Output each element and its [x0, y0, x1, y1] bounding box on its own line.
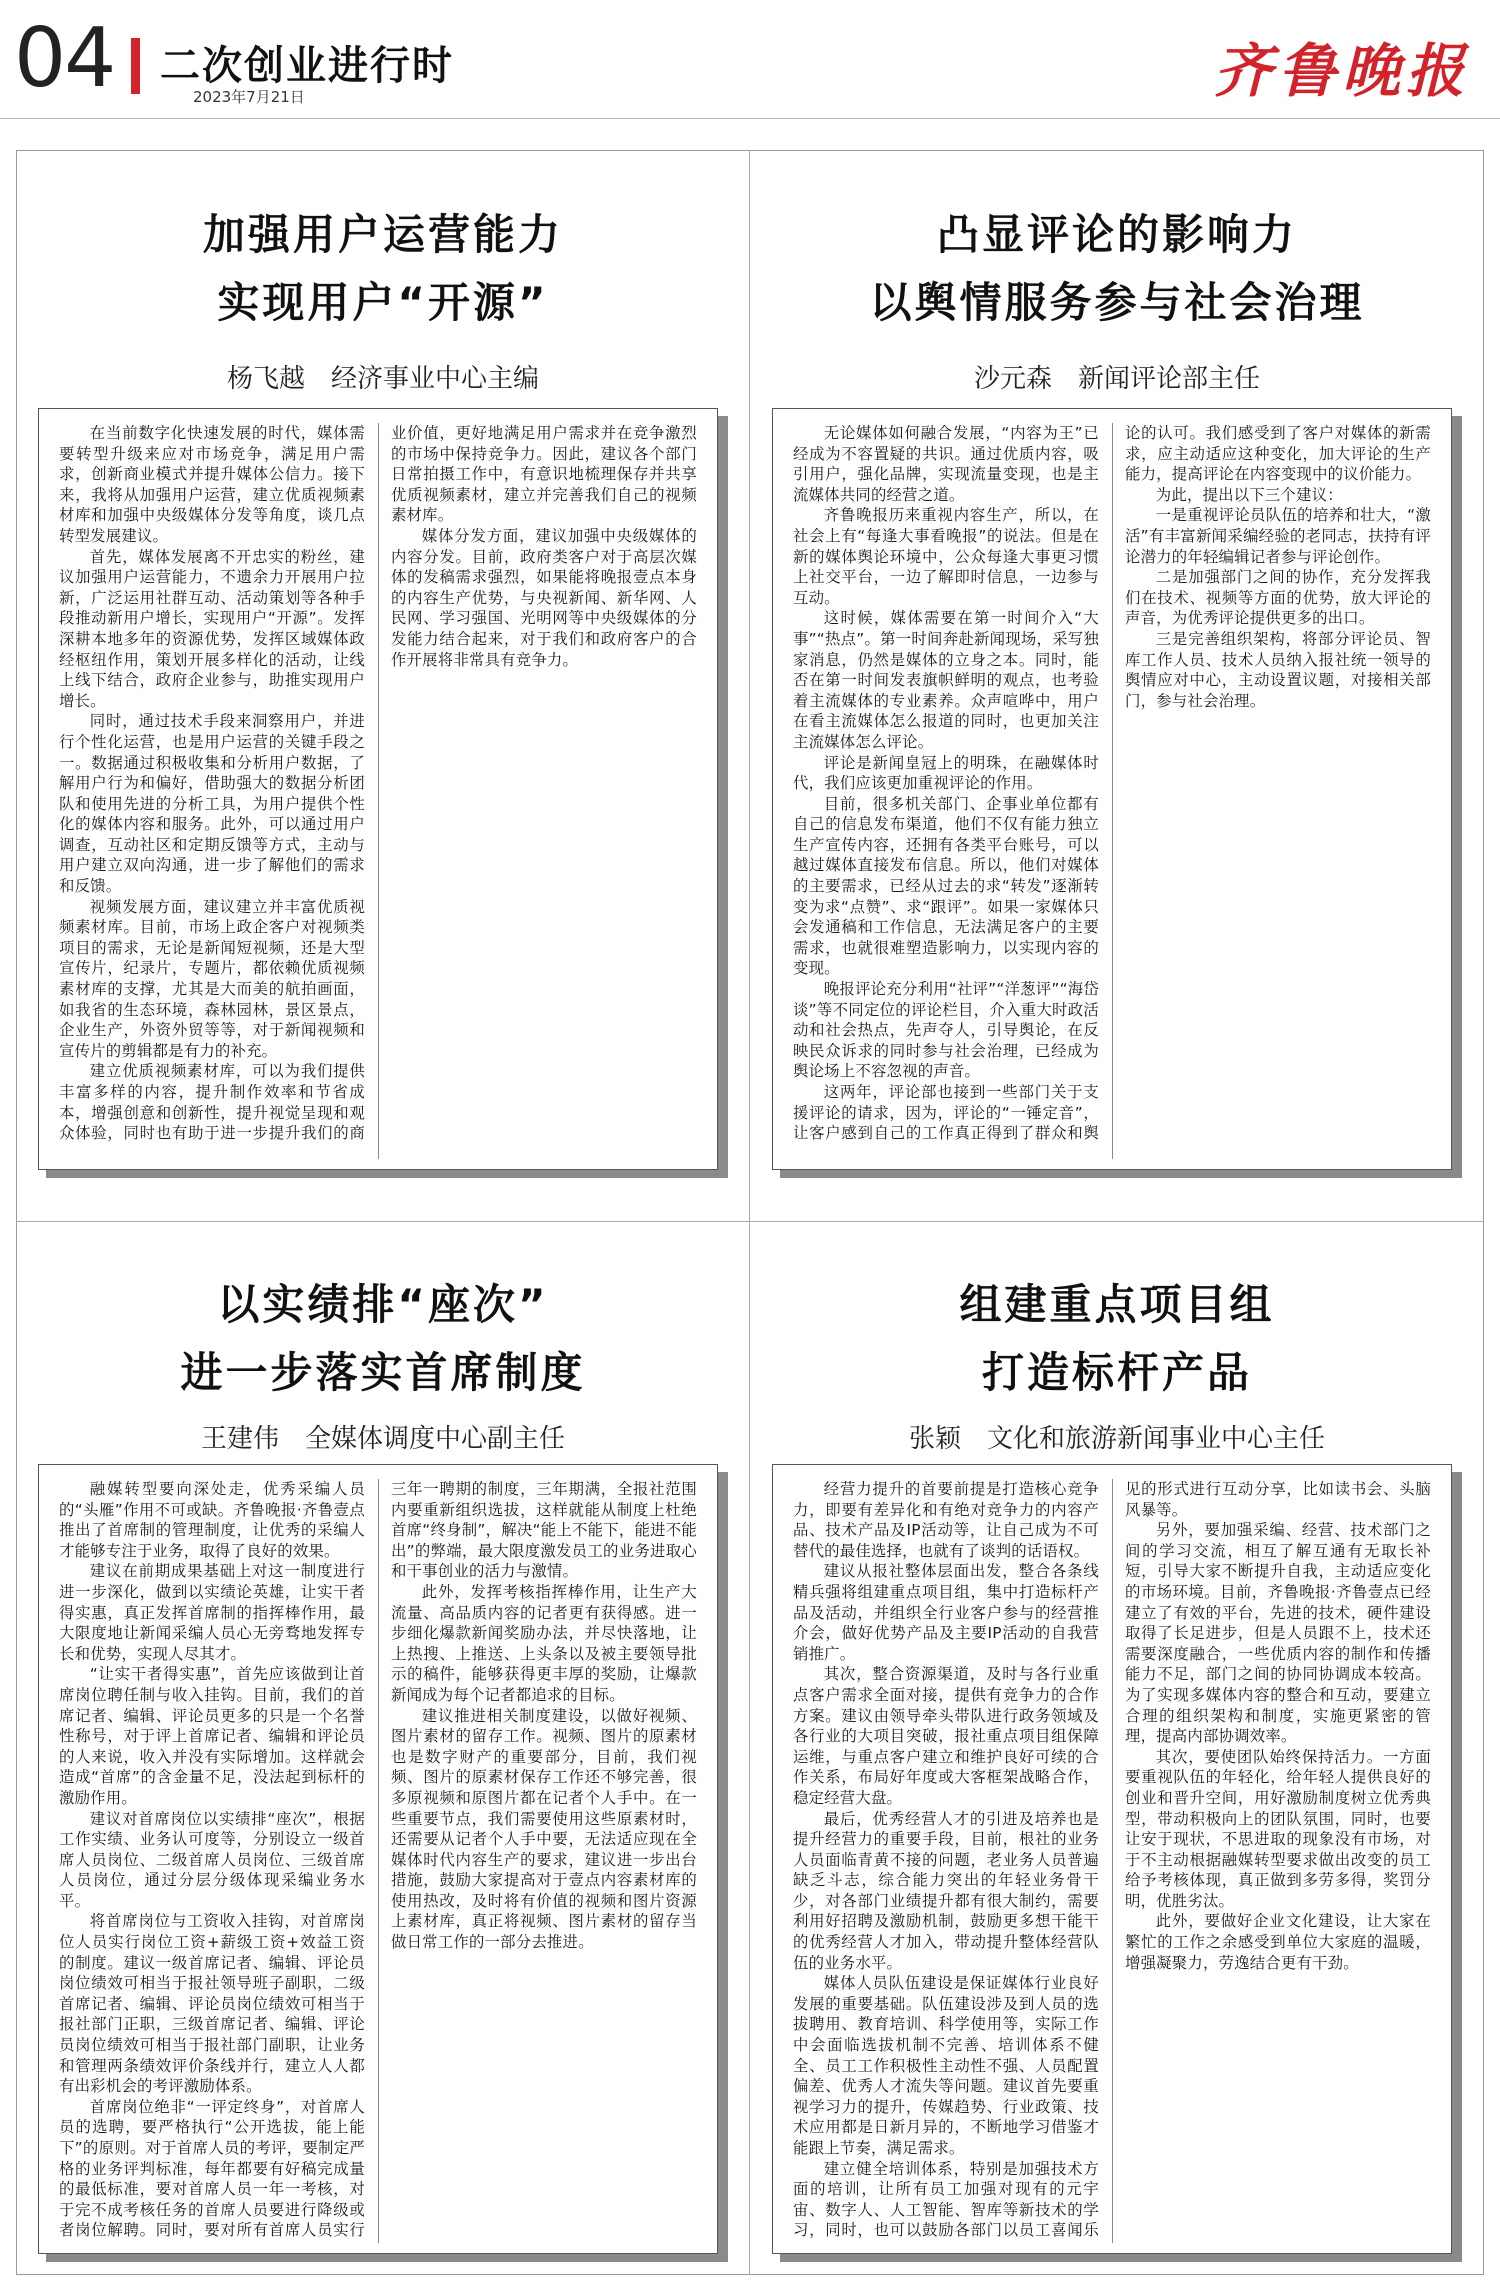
column-divider: [749, 150, 750, 2275]
article-commentary-influence: [762, 150, 1472, 1220]
paragraph: 首席岗位绝非“一评定终身”，对首席人员的选聘，要严格执行“公开选拔，能上能下”的原则。对于首席人员的考评，要制定严格的业务评判标准，每年都要有好稿完成量的最低标准，要对首席人员一年一考核，对于完不成考核任务的首席人员要进行降级或者岗位解聘。同时，要对所有首席人员实行三年一聘期的制度，三年期满，全报社范围内要重新组织选拔，这样就能从制度上杜绝首席“终身制”，解决“能上不能下，能进不能出”的弊端，最大限度激发员工的业务进取心和干事创业的活力与激情。: [59, 1480, 697, 2240]
section-title: 二次创业进行时: [160, 43, 454, 89]
publication-date: 2023年7月21日: [193, 88, 305, 106]
article-chief-system: [28, 1222, 738, 2272]
paragraph: 另外，要加强采编、经营、技术部门之间的学习交流，相互了解互通有无取长补短，引导大家不断提升自我，主动适应变化的市场环境。目前，齐鲁晚报·齐鲁壹点已经建立了有效的平台，先进的技术，硬件建设取得了长足进步，但是人员跟不上，技术还需要深度融合，一些优质内容的制作和传播能力不足，部门之间的协同协调成本较高。为了实现多媒体内容的整合和互动，要建立合理的组织架构和制度，实施更紧密的管理，提高内部协调效率。: [1125, 1521, 1431, 1746]
paragraph: 建议对首席岗位以实绩排“座次”，根据工作实绩、业务认可度等，分别设立一级首席人员岗位、二级首席人员岗位、三级首席人员岗位，通过分层分级体现采编业务水平。: [59, 1809, 365, 1910]
paragraph: 视频发展方面，建议建立并丰富优质视频素材库。目前，市场上政企客户对视频类项目的需求，无论是新闻短视频，还是大型宣传片，纪录片，专题片，都依赖优质视频素材库的支撑，尤其是大而美的航拍画面，如我省的生态环境，森林园林，景区景点，企业生产，外资外贸等等，对于新闻视频和宣传片的剪辑都是有力的补充。: [59, 897, 365, 1060]
paragraph: 建立优质视频素材库，可以为我们提供丰富多样的内容，提升制作效率和节省成本，增强创意和创新性，提升视觉呈现和观众体验，同时也有助于进一步提升我们的商业价值，更好地满足用户需求并在竞争激烈的市场中保持竞争力。因此，建议各个部门日常拍摄工作中，有意识地梳理保存并共享优质视频素材，建立并完善我们自己的视频素材库。: [59, 424, 697, 1143]
paragraph: 媒体人员队伍建设是保证媒体行业良好发展的重要基础。队伍建设涉及到人员的选拔聘用、教育培训、科学使用等，实际工作中会面临选拔机制不完善、培训体系不健全、员工工作积极性主动性不强、人员配置偏差、优秀人才流失等问题。建议首先要重视学习力的提升，传媒趋势、行业政策、技术应用都是日新月异的，不断地学习借鉴才能跟上节奏，满足需求。: [793, 1974, 1099, 2157]
article-author: 王建伟 全媒体调度中心副主任: [200, 1424, 565, 1454]
paragraph: 经营力提升的首要前提是打造核心竞争力，即要有差异化和有绝对竞争力的内容产品、技术产品及IP活动等，让自己成为不可替代的最佳选择，也就有了谈判的话语权。: [793, 1480, 1099, 1560]
article-title-line1: 组建重点项目组: [959, 1280, 1275, 1329]
article-title-line2: 打造标杆产品: [981, 1348, 1252, 1397]
paragraph: “让实干者得实惠”，首先应该做到让首席岗位聘任制与收入挂钩。目前，我们的首席记者、编辑、评论员更多的只是一个名誉性称号，对于评上首席记者、编辑和评论员的人来说，收入并没有实际增加。这样就会造成“首席”的含金量不足，没法起到标杆的激励作用。: [59, 1665, 365, 1807]
paragraph: 融媒转型要向深处走，优秀采编人员的“头雁”作用不可或缺。齐鲁晚报·齐鲁壹点推出了首席制的管理制度，让优秀的采编人才能够专注于业务，取得了良好的效果。: [59, 1480, 365, 1560]
paragraph: 建立健全培训体系，特别是加强技术方面的培训，让所有员工加强对现有的元宇宙、数字人、人工智能、智库等新技术的学习，同时，也可以鼓励各部门以员工喜闻乐见的形式进行互动分享，比如读书会、头脑风暴等。: [793, 1480, 1431, 2240]
paragraph: 在当前数字化快速发展的时代，媒体需要转型升级来应对市场竞争，满足用户需求，创新商业模式并提升媒体公信力。接下来，我将从加强用户运营，建立优质视频素材库和加强中央级媒体分发等角度，谈几点转型发展建议。: [59, 424, 365, 545]
article-body: [793, 1479, 1431, 2243]
paragraph: 这两年，评论部也接到一些部门关于支援评论的请求，因为，评论的“一锤定音”，让客户感到自己的工作真正得到了群众和舆论的认可。我们感受到了客户对媒体的新需求，应主动适应这种变化，加大评论的生产能力，提高评论在内容变现中的议价能力。: [793, 424, 1431, 1143]
paragraph: 这时候，媒体需要在第一时间介入“大事”“热点”。第一时间奔赴新闻现场，采写独家消息，仍然是媒体的立身之本。同时，能否在第一时间发表旗帜鲜明的观点，也考验着主流媒体的专业素养。众声喧哗中，用户在看主流媒体怎么报道的同时，也更加关注主流媒体怎么评论。: [793, 609, 1099, 751]
paragraph: 将首席岗位与工资收入挂钩，对首席岗位人员实行岗位工资+薪级工资+效益工资的制度。建议一级首席记者、编辑、评论员岗位绩效可相当于报社领导班子副职，二级首席记者、编辑、评论员岗位绩效可相当于报社部门正职，三级首席记者、编辑、评论员岗位绩效可相当于报社部门副职，让业务和管理两条绩效评价条线并行，建立人人都有出彩机会的考评激励体系。: [59, 1912, 365, 2096]
paragraph: 建议推进相关制度建设，以做好视频、图片素材的留存工作。视频、图片的原素材也是数字财产的重要部分，目前，我们视频、图片的原素材保存工作还不够完善，很多原视频和原图片都在记者个人手中。在一些重要节点，我们需要使用这些原素材时，还需要从记者个人手中要，无法适应现在全媒体时代内容生产的要求，建议进一步出台措施，鼓励大家提高对于壹点内容素材库的使用热改，及时将有价值的视频和图片资源上素材库，真正将视频、图片素材的留存当做日常工作的一部分去推进。: [391, 1706, 697, 1952]
paragraph: 建议从报社整体层面出发，整合各条线精兵强将组建重点项目组，集中打造标杆产品及活动，并组织全行业客户参与的经营推介会，做好优势产品及主要IP活动的自我营销推广。: [793, 1562, 1099, 1663]
paragraph: 二是加强部门之间的协作，充分发挥我们在技术、视频等方面的优势，放大评论的声音，为优秀评论提供更多的出口。: [1125, 568, 1431, 628]
paragraph: 其次，整合资源渠道，及时与各行业重点客户需求全面对接，提供有竞争力的合作方案。建议由领导牵头带队进行政务领域及各行业的大项目突破，报社重点项目组保障运维，与重点客户建立和维护良好可续的合作关系，布局好年度或大客框架战略合作，稳定经营大盘。: [793, 1665, 1099, 1807]
paragraph: 首先，媒体发展离不开忠实的粉丝，建议加强用户运营能力，不遗余力开展用户拉新，广泛运用社群互动、活动策划等各种手段推动新用户增长，实现用户“开源”。发挥深耕本地多年的资源优势，发挥区域媒体政经枢纽作用，策划开展多样化的活动，让线上线下结合，政府企业参与，助推实现用户增长。: [59, 547, 365, 710]
article-body: [793, 423, 1431, 1159]
article-title-line2: 进一步落实首席制度: [180, 1348, 586, 1397]
paragraph: 无论媒体如何融合发展，“内容为王”已经成为不容置疑的共识。通过优质内容，吸引用户，强化品牌，实现流量变现，也是主流媒体共同的经营之道。: [793, 424, 1099, 504]
article-title-line2: 以舆情服务参与社会治理: [869, 278, 1365, 327]
paragraph: 此外，要做好企业文化建设，让大家在繁忙的工作之余感受到单位大家庭的温暖，增强凝聚力，劳逸结合更有干劲。: [1125, 1912, 1431, 1972]
newspaper-masthead: 齐鲁晚报: [1213, 37, 1470, 105]
page-header: [0, 0, 1500, 150]
article-author: 杨飞越 经济事业中心主编: [226, 364, 539, 394]
article-key-project-team: [762, 1222, 1472, 2272]
article-body: [59, 1479, 697, 2243]
article-title-line1: 加强用户运营能力: [202, 210, 563, 259]
paragraph: 目前，很多机关部门、企事业单位都有自己的信息发布渠道，他们不仅有能力独立生产宣传内容，还拥有各类平台账号，可以越过媒体直接发布信息。所以，他们对媒体的主要需求，已经从过去的求“转发”逐渐转变为求“点赞”、求“跟评”。如果一家媒体只会发通稿和工作信息，无法满足客户的主要需求，也就很难塑造影响力，以实现内容的变现。: [793, 794, 1099, 978]
article-title-line2: 实现用户“开源”: [217, 278, 549, 327]
header-accent-bar: [131, 38, 140, 94]
paragraph: 晚报评论充分利用“社评”“洋葱评”“海岱谈”等不同定位的评论栏目，介入重大时政活动和社会热点，先声夺人，引导舆论，在反映民众诉求的同时参与社会治理，已经成为舆论场上不容忽视的声音。: [793, 980, 1099, 1081]
paragraph: 其次，要使团队始终保持活力。一方面要重视队伍的年轻化，给年轻人提供良好的创业和晋升空间，用好激励制度树立优秀典型，带动积极向上的团队氛围，同时，也要让安于现状，不思进取的现象没有市场，对于不主动根据融媒转型要求做出改变的员工给予考核体现，真正做到多劳多得，奖罚分明，优胜劣汰。: [1125, 1747, 1431, 1910]
paragraph: 建议在前期成果基础上对这一制度进行进一步深化，做到以实绩论英雄，让实干者得实惠，真正发挥首席制的指挥棒作用，最大限度地让新闻采编人员心无旁骛地发挥专长和优势，实现人尽其才。: [59, 1562, 365, 1663]
article-title-line1: 凸显评论的影响力: [936, 210, 1297, 259]
paragraph: 此外，发挥考核指挥棒作用，让生产大流量、高品质内容的记者更有获得感。进一步细化爆款新闻奖励办法，并尽快落地，让上热搜、上推送、上头条以及被主要领导批示的稿件，能够获得更丰厚的奖励，让爆款新闻成为每个记者都追求的目标。: [391, 1582, 697, 1704]
page-number: 04: [14, 11, 115, 106]
paragraph: 三是完善组织架构，将部分评论员、智库工作人员、技术人员纳入报社统一领导的舆情应对中心，主动设置议题，对接相关部门，参与社会治理。: [1125, 629, 1431, 710]
paragraph: 最后，优秀经营人才的引进及培养也是提升经营力的重要手段，目前，根社的业务人员面临青黄不接的问题，老业务人员普遍缺乏斗志，综合能力突出的年轻业务骨干少，对各部门业绩提升都有很大制约，需要利用好招聘及激励机制，鼓励更多想干能干的优秀经营人才加入，带动提升整体经营队伍的业务水平。: [793, 1809, 1099, 1972]
article-title-line1: 以实绩排“座次”: [217, 1280, 549, 1329]
article-author: 张颖 文化和旅游新闻事业中心主任: [908, 1424, 1325, 1454]
article-body-box: [772, 1464, 1452, 2254]
paragraph: 同时，通过技术手段来洞察用户，并进行个性化运营，也是用户运营的关键手段之一。数据通过积极收集和分析用户数据，了解用户行为和偏好，借助强大的数据分析团队和使用先进的分析工具，为用户提供个性化的媒体内容和服务。此外，可以通过用户调查，互动社区和定期反馈等方式，主动与用户建立双向沟通，进一步了解他们的需求和反馈。: [59, 712, 365, 896]
article-author: 沙元森 新闻评论部主任: [973, 364, 1260, 394]
article-body: [59, 423, 697, 1159]
article-body-box: [772, 408, 1452, 1170]
paragraph: 为此，提出以下三个建议：: [1155, 485, 1343, 504]
paragraph: 齐鲁晚报历来重视内容生产，所以，在社会上有“每逢大事看晚报”的说法。但是在新的媒体舆论环境中，公众每逢大事更习惯上社交平台，一边了解即时信息，一边参与互动。: [793, 506, 1099, 607]
paragraph: 评论是新闻皇冠上的明珠，在融媒体时代，我们应该更加重视评论的作用。: [793, 753, 1099, 793]
article-user-operations: [28, 150, 738, 1220]
paragraph: 媒体分发方面，建议加强中央级媒体的内容分发。目前，政府类客户对于高层次媒体的发稿需求强烈，如果能将晚报壹点本身的内容生产优势，与央视新闻、新华网、人民网、学习强国、光明网等中央级媒体的分发能力结合起来，对于我们和政府客户的合作开展将非常具有竞争力。: [391, 526, 697, 669]
article-body-box: [38, 408, 718, 1170]
paragraph: 一是重视评论员队伍的培养和壮大，“激活”有丰富新闻采编经验的老同志，扶持有评论潜力的年轻编辑记者参与评论创作。: [1125, 506, 1431, 566]
header-rule: [0, 118, 1500, 119]
article-body-box: [38, 1464, 718, 2254]
